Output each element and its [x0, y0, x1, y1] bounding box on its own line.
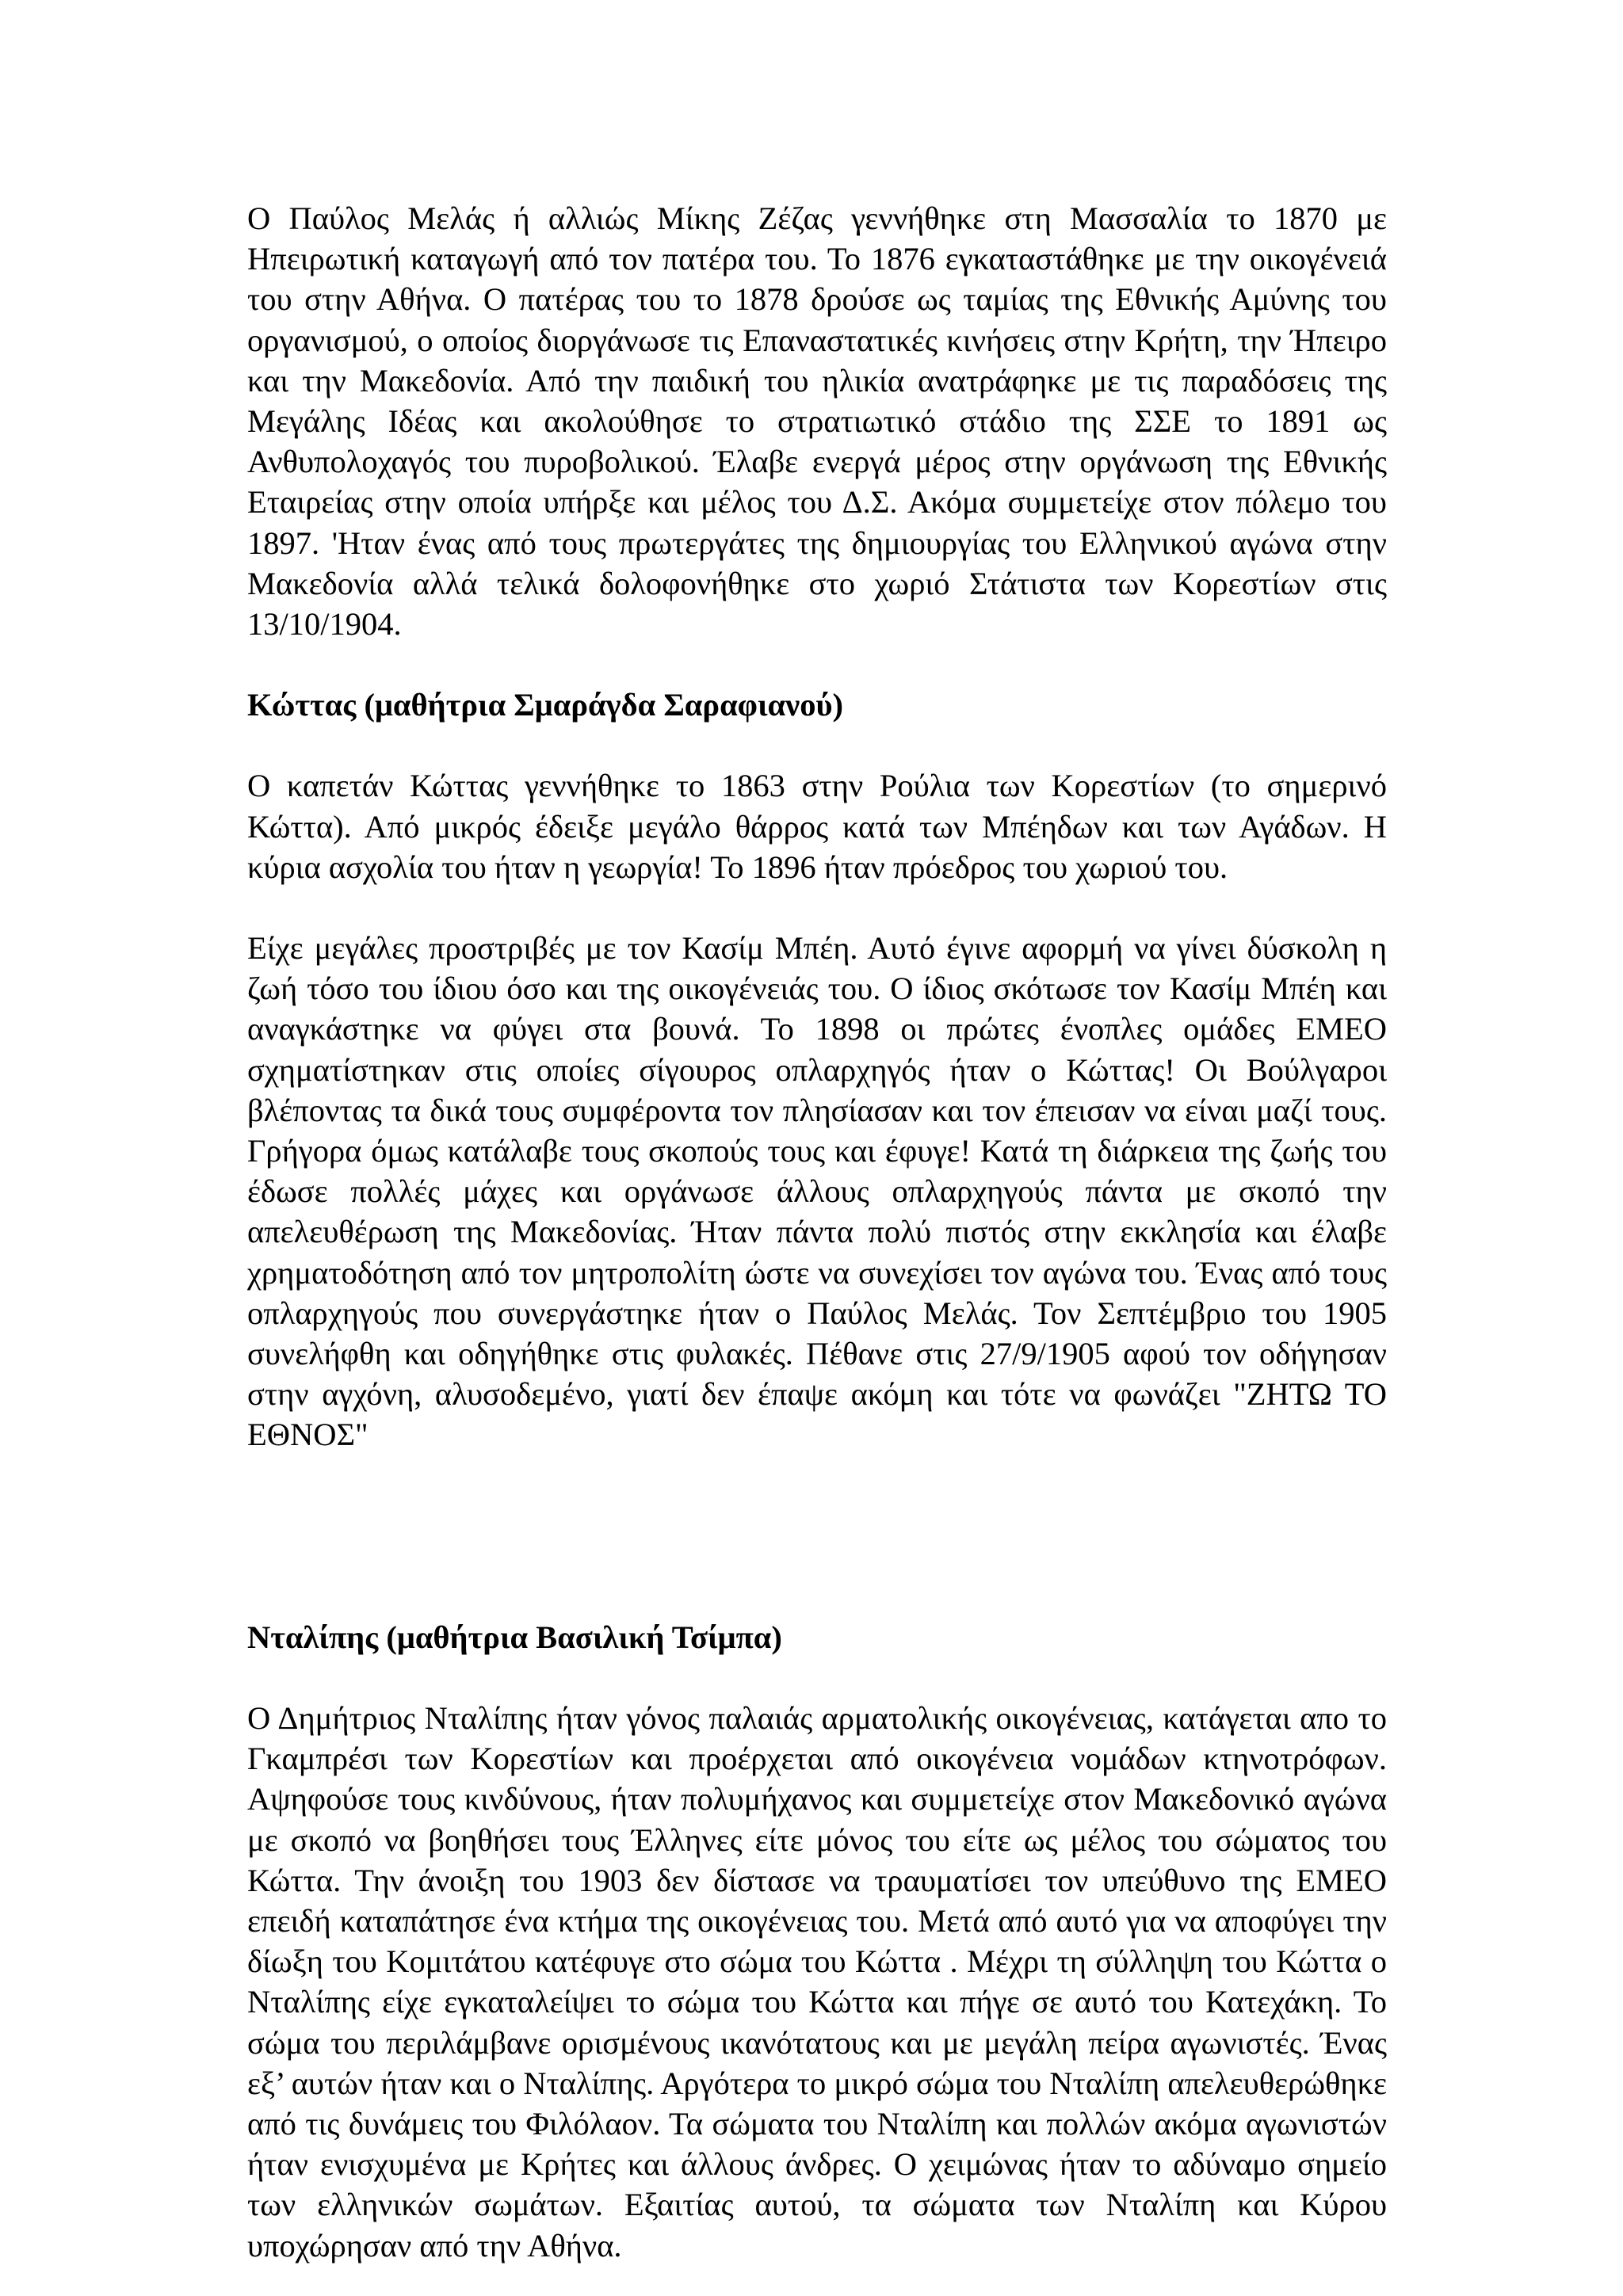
ntalipis-paragraph-1: Ο Δημήτριος Νταλίπης ήταν γόνος παλαιάς αρματολικής οικογένειας, κατάγεται απο το Γκαμπρέσι των Κορεστίων και προέρχεται από οικογένεια νομάδων κτηνοτρόφων. Αψηφούσε τους κινδύνους, ήταν πολυμήχανος και συμμετείχε στον Μακεδονικό αγώνα με σκοπό να βοηθήσει τους Έλληνες είτε μόνος του είτε ως μέλος του σώματος του Κώττα. Την άνοιξη του 1903 δεν δίστασε να τραυματίσει τον υπεύθυνο της ΕΜΕΟ επειδή καταπάτησε ένα κτήμα της οικογένειας του. Μετά από αυτό για να αποφύγει την δίωξη του Κομιτάτου κατέφυγε στο σώμα του Κώττα . Μέχρι τη σύλληψη του Κώττα ο Νταλίπης είχε εγκαταλείψει το σώμα του Κώττα και πήγε σε αυτό του Κατεχάκη. Το σώμα του περιλάμβανε ορισμένους ικανότατους και με μεγάλη πείρα αγωνιστές. Ένας εξ’ αυτών ήταν και ο Νταλίπης. Αργότερα το μικρό σώμα του Νταλίπη απελευθερώθηκε από τις δυνάμεις του Φιλόλαον. Τα σώματα του Νταλίπη και πολλών ακόμα αγωνιστών ήταν ενισχυμένα με Κρήτες και άλλους άνδρες. Ο χειμώνας ήταν το αδύναμο σημείο των ελληνικών σωμάτων. Εξαιτίας αυτού, τα σώματα των Νταλίπη και Κύρου υποχώρησαν από την Αθήνα.: [247, 1699, 1387, 2264]
section-heading-ntalipis: Νταλίπης (μαθήτρια Βασιλική Τσίμπα): [247, 1619, 782, 1655]
section-heading-kottas: Κώττας (μαθήτρια Σμαράγδα Σαραφιανού): [247, 687, 843, 723]
paragraph-spacer: [247, 644, 1387, 685]
paragraph-spacer: [247, 887, 1387, 928]
section-spacer: [247, 1455, 1387, 1617]
kottas-paragraph-2: Είχε μεγάλες προστριβές με τον Κασίμ Μπέη. Αυτό έγινε αφορμή να γίνει δύσκολη η ζωή τόσο του ίδιου όσο και της οικογένειάς του. Ο ίδιος σκότωσε τον Κασίμ Μπέη και αναγκάστηκε να φύγει στα βουνά. Το 1898 οι πρώτες ένοπλες ομάδες ΕΜΕΟ σχηματίστηκαν στις οποίες σίγουρος οπλαρχηγός ήταν ο Κώττας! Οι Βούλγαροι βλέποντας τα δικά τους συμφέροντα τον πλησίασαν και τον έπεισαν να είναι μαζί τους. Γρήγορα όμως κατάλαβε τους σκοπούς τους και έφυγε! Κατά τη διάρκεια της ζωής του έδωσε πολλές μάχες και οργάνωσε άλλους οπλαρχηγούς πάντα με σκοπό την απελευθέρωση της Μακεδονίας. Ήταν πάντα πολύ πιστός στην εκκλησία και έλαβε χρηματοδότηση από τον μητροπολίτη ώστε να συνεχίσει τον αγώνα του. Ένας από τους οπλαρχηγούς που συνεργάστηκε ήταν ο Παύλος Μελάς. Τον Σεπτέμβριο του 1905 συνελήφθη και οδηγήθηκε στις φυλακές. Πέθανε στις 27/9/1905 αφού τον οδήγησαν στην αγχόνη, αλυσοδεμένο, γιατί δεν έπαψε ακόμη και τότε να φωνάζει "ΖΗΤΩ ΤΟ ΕΘΝΟΣ": [247, 930, 1387, 1453]
paragraph-spacer: [247, 1657, 1387, 1698]
paragraph-spacer: [247, 725, 1387, 765]
kottas-paragraph-1: Ο καπετάν Κώττας γεννήθηκε το 1863 στην Ρούλια των Κορεστίων (το σημερινό Κώττα). Από μικρός έδειξε μεγάλο θάρρος κατά των Μπέηδων και των Αγάδων. Η κύρια ασχολία του ήταν η γεωργία! Το 1896 ήταν πρόεδρος του χωριού του.: [247, 768, 1387, 885]
intro-paragraph: Ο Παύλος Μελάς ή αλλιώς Μίκης Ζέζας γεννήθηκε στη Μασσαλία το 1870 με Ηπειρωτική καταγωγή από τον πατέρα του. Το 1876 εγκαταστάθηκε με την οικογένειά του στην Αθήνα. Ο πατέρας του το 1878 δρούσε ως ταμίας της Εθνικής Αμύνης του οργανισμού, ο οποίος διοργάνωσε τις Επαναστατικές κινήσεις στην Κρήτη, την Ήπειρο και την Μακεδονία. Από την παιδική του ηλικία ανατράφηκε με τις παραδόσεις της Μεγάλης Ιδέας και ακολούθησε το στρατιωτικό στάδιο της ΣΣΕ το 1891 ως Ανθυπολοχαγός του πυροβολικού. Έλαβε ενεργά μέρος στην οργάνωση της Εθνικής Εταιρείας στην οποία υπήρξε και μέλος του Δ.Σ. Ακόμα συμμετείχε στον πόλεμο του 1897. 'Ηταν ένας από τους πρωτεργάτες της δημιουργίας του Ελληνικού αγώνα στην Μακεδονία αλλά τελικά δολοφονήθηκε στο χωριό Στάτιστα των Κορεστίων στις 13/10/1904.: [247, 200, 1387, 643]
document-page: [247, 198, 1387, 2266]
